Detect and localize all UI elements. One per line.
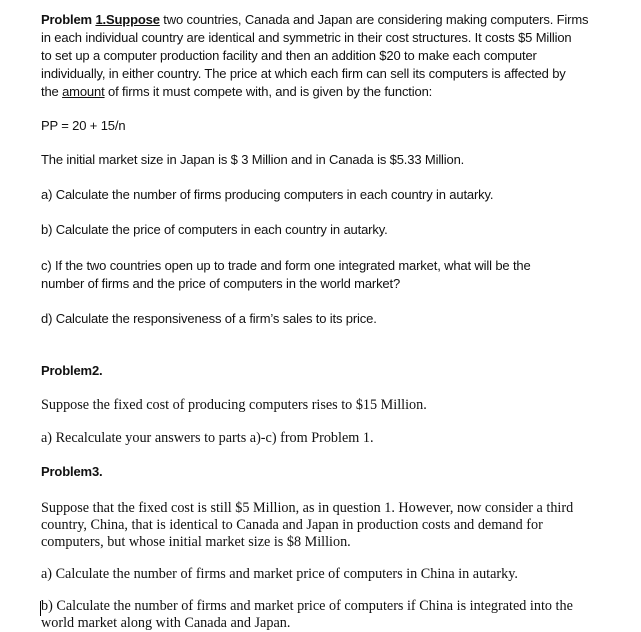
problem1-part-c bbox=[41, 257, 611, 293]
intro-line2: in each individual country are identical and symmetric in their cost structures. It costs $5 Million bbox=[41, 30, 572, 45]
problem1-part-d: d) Calculate the responsiveness of a firm’s sales to its price. bbox=[41, 311, 377, 326]
part-c-line2: number of firms and the price of computers in the world market? bbox=[41, 276, 401, 291]
problem2-part-a: a) Recalculate your answers to parts a)-c) from Problem 1. bbox=[41, 430, 374, 446]
problem2-heading: Problem2. bbox=[41, 363, 103, 378]
amount-link[interactable]: amount bbox=[62, 84, 105, 99]
intro-line4: individually, in either country. The price at which each firm can sell its computers is affected by bbox=[41, 66, 566, 81]
intro-line1: two countries, Canada and Japan are considering making computers. Firms bbox=[159, 12, 589, 27]
problem3-heading: Problem3. bbox=[41, 464, 103, 479]
problem3-text-line3: computers, but whose initial market size is $8 Million. bbox=[41, 534, 351, 550]
problem3-text bbox=[41, 500, 611, 551]
problem3-text-line1: Suppose that the fixed cost is still $5 Million, as in question 1. However, now consider a third bbox=[41, 500, 574, 516]
part-c-line1: c) If the two countries open up to trade and form one integrated market, what will be the bbox=[41, 258, 531, 273]
problem3-part-a: a) Calculate the number of firms and market price of computers in China in autarky. bbox=[41, 566, 518, 582]
problem1-part-b: b) Calculate the price of computers in each country in autarky. bbox=[41, 222, 388, 237]
part-b-line2: world market along with Canada and Japan. bbox=[41, 615, 291, 631]
problem3-text-line2: country, China, that is identical to Canada and Japan in production costs and demand for bbox=[41, 517, 543, 533]
problem3-part-b bbox=[41, 598, 611, 632]
problem1-part-a: a) Calculate the number of firms producing computers in each country in autarky. bbox=[41, 187, 494, 202]
problem2-text: Suppose the fixed cost of producing computers rises to $15 Million. bbox=[41, 397, 427, 413]
problem1-heading-link[interactable]: 1.Suppose bbox=[95, 12, 160, 27]
intro-line5-post: of firms it must compete with, and is given by the function: bbox=[104, 84, 433, 99]
price-formula: PP = 20 + 15/n bbox=[41, 118, 126, 133]
problem1-intro bbox=[41, 11, 611, 101]
part-b-line1: b) Calculate the number of firms and market price of computers if China is integrated into the bbox=[41, 598, 573, 614]
intro-line5-pre: the bbox=[41, 84, 63, 99]
market-size-text: The initial market size in Japan is $ 3 Million and in Canada is $5.33 Million. bbox=[41, 152, 465, 167]
problem1-heading: Problem bbox=[41, 12, 96, 27]
intro-line3: to set up a computer production facility and then an addition $20 to make each computer bbox=[41, 48, 537, 63]
